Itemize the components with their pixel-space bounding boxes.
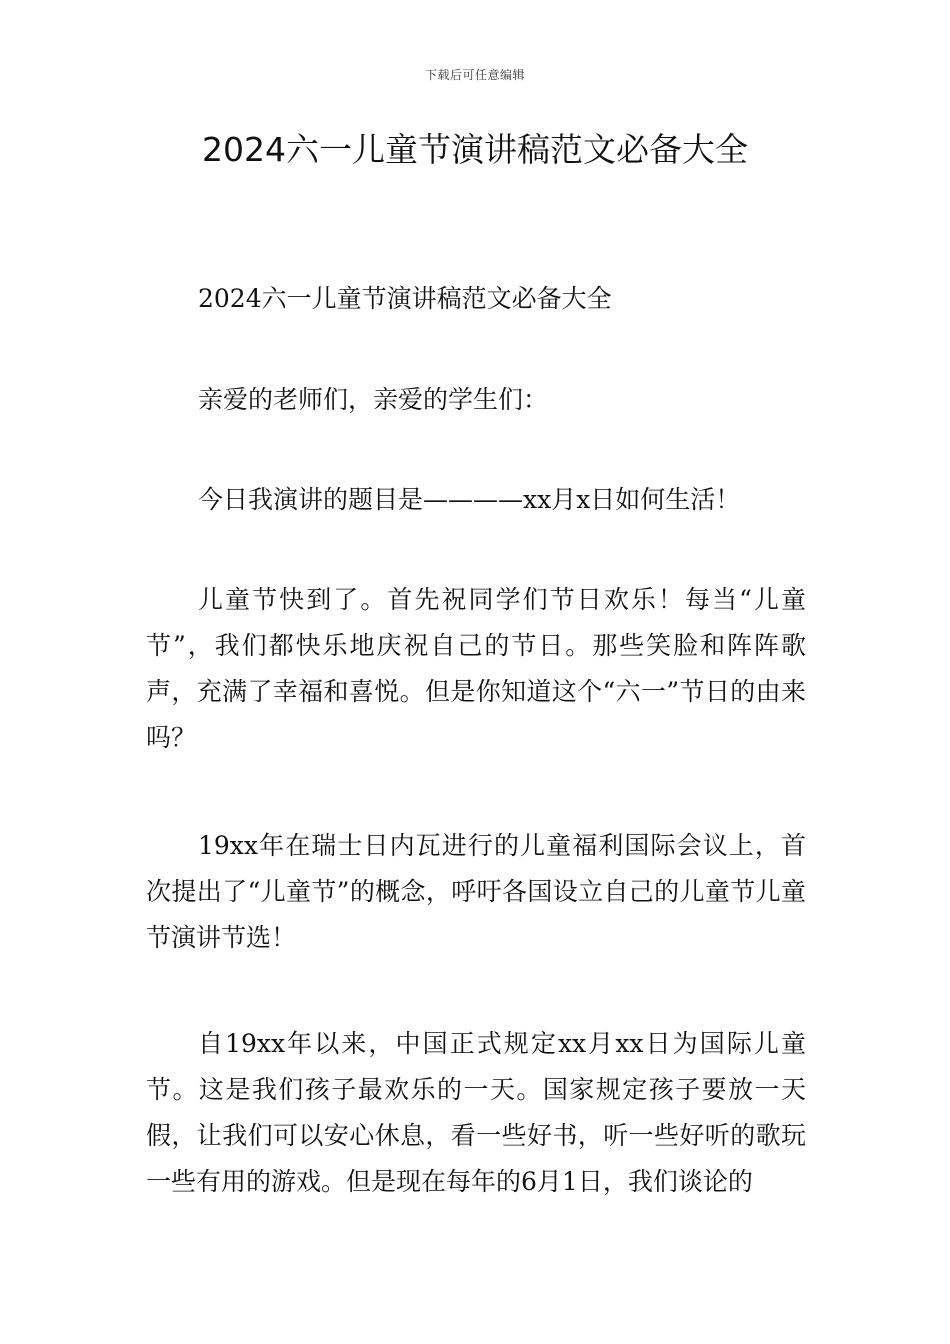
paragraph-body: 自19xx年以来，中国正式规定xx月xx日为国际儿童节。这是我们孩子最欢乐的一天。国家规定孩子要放一天假，让我们可以安心休息，看一些好书，听一些好听的歌玩一些有用的游戏。但是现在每年的6月1日，我们谈论的 xyxy=(146,1029,806,1196)
paragraph-body: 19xx年在瑞士日内瓦进行的儿童福利国际会议上，首次提出了“儿童节”的概念，呼吁各国设立自己的儿童节儿童节演讲节选！ xyxy=(146,831,806,952)
paragraph-subtitle: 2024六一儿童节演讲稿范文必备大全 xyxy=(198,284,612,313)
document-title: 2024六一儿童节演讲稿范文必备大全 xyxy=(202,130,748,169)
header-note: 下载后可任意编辑 xyxy=(424,68,525,82)
paragraph-body: 儿童节快到了。首先祝同学们节日欢乐！每当“儿童节”，我们都快乐地庆祝自己的节日。那些笑脸和阵阵歌声，充满了幸福和喜悦。但是你知道这个“六一”节日的由来吗？ xyxy=(146,585,806,752)
paragraph-greeting: 亲爱的老师们，亲爱的学生们： xyxy=(198,385,549,414)
paragraph-topic: 今日我演讲的题目是————xx月x日如何生活！ xyxy=(198,485,741,514)
